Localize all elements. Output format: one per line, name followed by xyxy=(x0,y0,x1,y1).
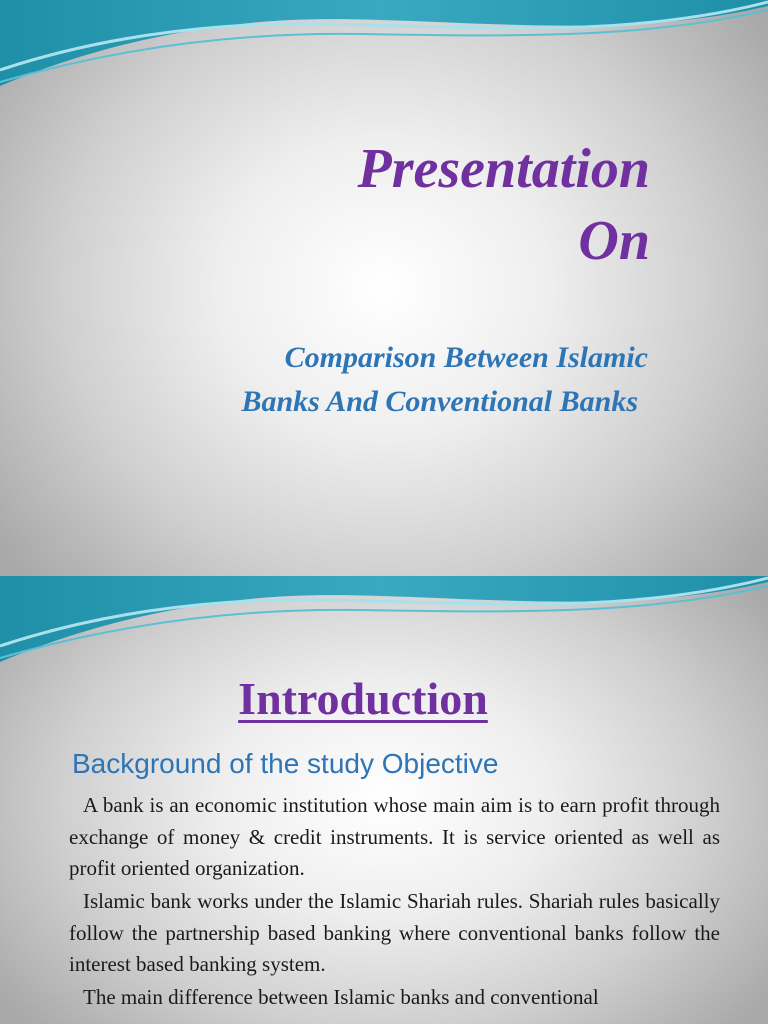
subtitle xyxy=(88,336,648,424)
subtitle-line-1: Comparison Between Islamic xyxy=(284,341,648,374)
subtitle-line-2: Banks And Conventional Banks xyxy=(241,385,638,418)
paragraph: The main difference between Islamic banks and conventional xyxy=(83,985,599,1009)
title-line-1: Presentation xyxy=(357,138,650,200)
wave-decoration xyxy=(0,576,768,686)
wave-decoration xyxy=(0,0,768,110)
paragraph: Islamic bank works under the Islamic Shariah rules. Shariah rules basically follow the partnership based banking where conventional banks follow the interest based banking system. xyxy=(69,889,720,976)
slide-subheading: Background of the study Objective xyxy=(72,748,499,779)
slide-heading: Introduction xyxy=(238,673,488,724)
title-line-2: On xyxy=(578,210,650,272)
introduction-slide xyxy=(0,576,768,1024)
paragraph: A bank is an economic institution whose main aim is to earn profit through exchange of money & credit instruments. It is service oriented as well as profit oriented organization. xyxy=(69,793,720,880)
